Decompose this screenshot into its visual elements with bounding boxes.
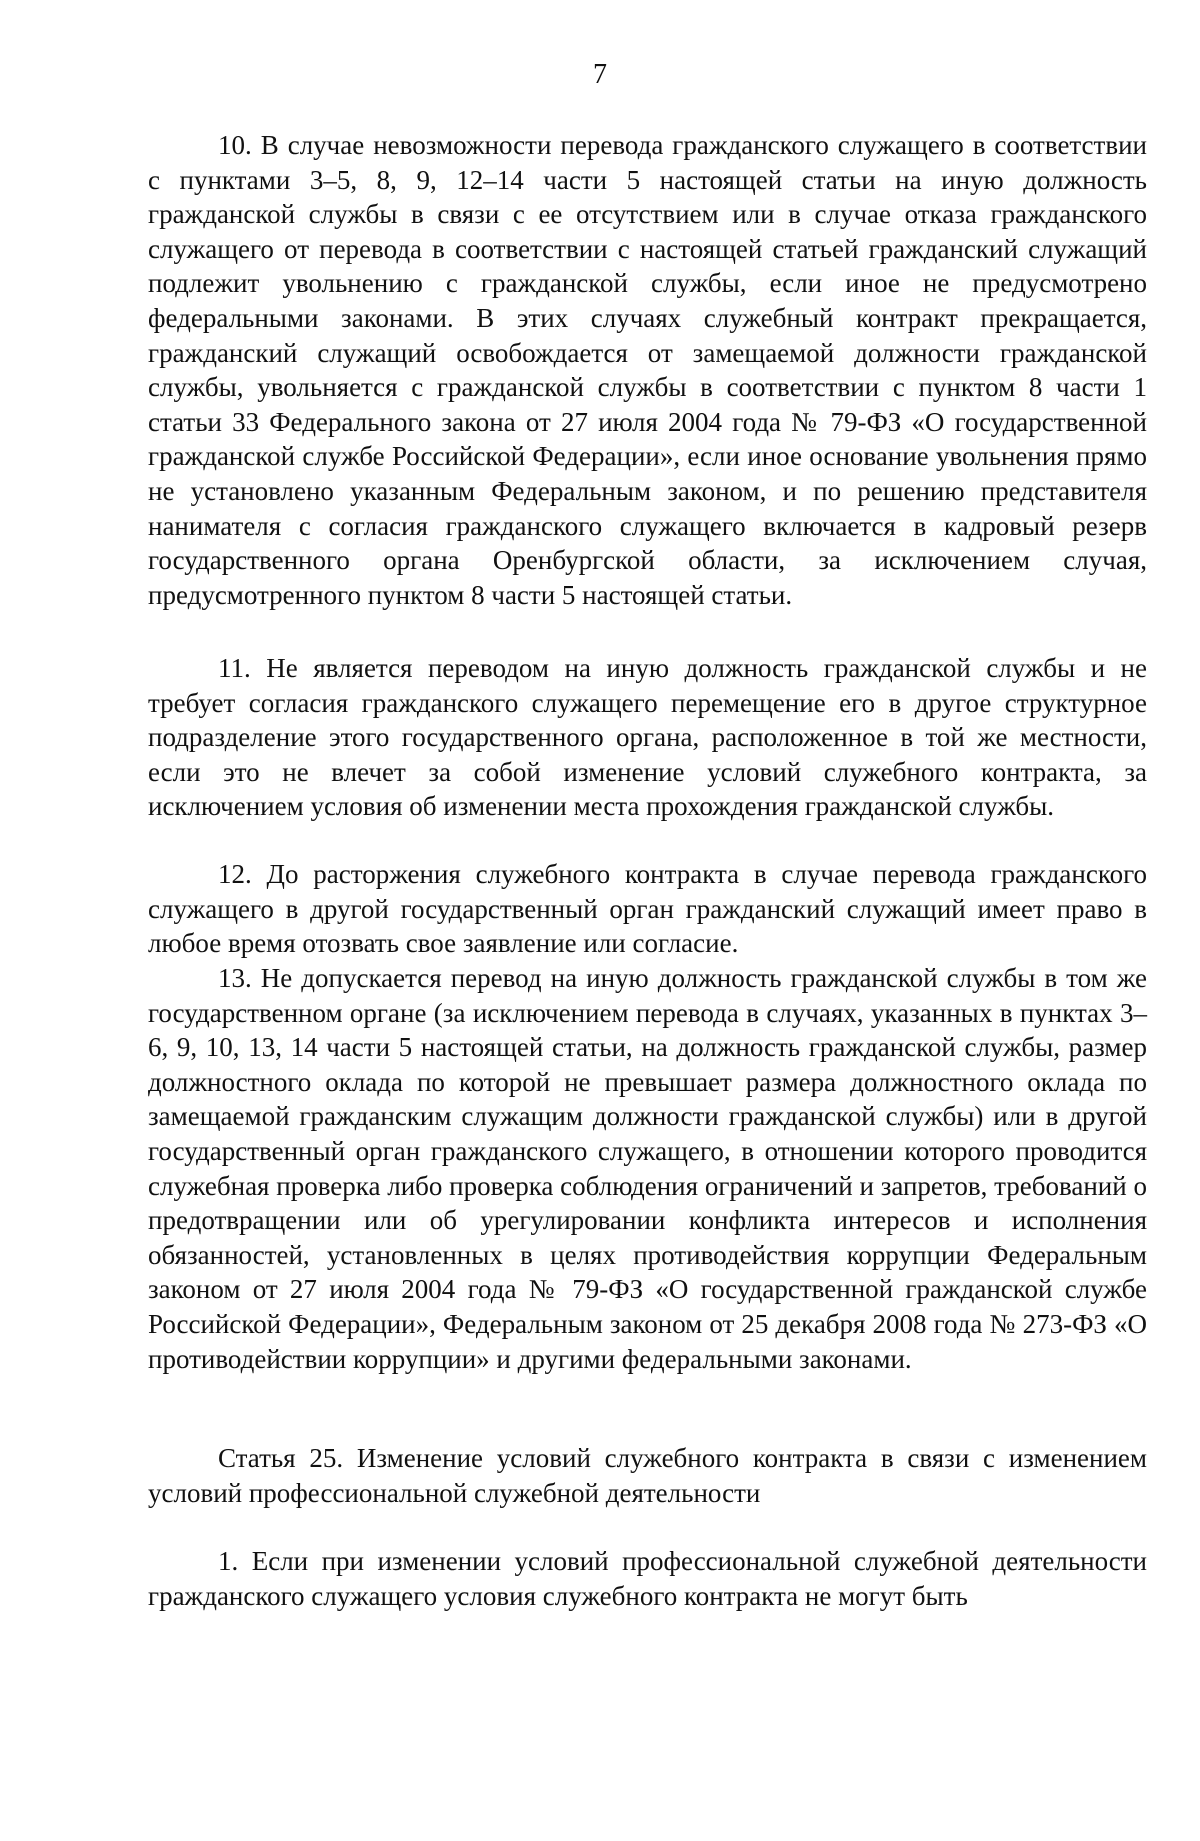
paragraph-text: 12. До расторжения служебного контракта в случае перевода гражданского служащего в другой государственный орган гражданский служащий имеет право в любое время отозвать свое заявление или согласие. (148, 859, 1147, 959)
article-heading-text: Статья 25. Изменение условий служебного контракта в связи с изменением условий профессиональной служебной деятельности (148, 1443, 1147, 1508)
paragraph-text: 13. Не допускается перевод на иную должность гражданской службы в том же государственном органе (за исключением перевода в случаях, указанных в пунктах 3–6, 9, 10, 13, 14 части 5 настоящей статьи, на должность гражданской службы, размер должностного оклада по которой не превышает размера должностного оклада по замещаемой гражданским служащим должности гражданской службы) или в другой государственный орган гражданского служащего, в отношении которого проводится служебная проверка либо проверка соблюдения ограничений и запретов, требований о предотвращении или об урегулировании конфликта интересов и исполнения обязанностей, установленных в целях противодействия коррупции Федеральным законом от 27 июля 2004 года № 79-ФЗ «О государственной гражданской службе Российской Федерации», Федеральным законом от 25 декабря 2008 года № 273-ФЗ «О противодействии коррупции» и другими федеральными законами. (148, 963, 1147, 1374)
article-paragraph-1 (148, 1544, 1147, 1613)
paragraph-12 (148, 857, 1147, 961)
paragraph-13 (148, 961, 1147, 1376)
paragraph-text: 11. Не является переводом на иную должность гражданской службы и не требует согласия гражданского служащего перемещение его в другое структурное подразделение этого государственного органа, расположенное в той же местности, если это не влечет за собой изменение условий служебного контракта, за исключением условия об изменении места прохождения гражданской службы. (148, 653, 1147, 822)
paragraph-10 (148, 128, 1147, 612)
page-number: 7 (593, 59, 607, 90)
paragraph-text: 1. Если при изменении условий профессиональной служебной деятельности гражданского служащего условия служебного контракта не могут быть (148, 1546, 1147, 1611)
paragraph-text: 10. В случае невозможности перевода гражданского служащего в соответствии с пунктами 3–5, 8, 9, 12–14 части 5 настоящей статьи на иную должность гражданской службы в связи с ее отсутствием или в случае отказа гражданского служащего от перевода в соответствии с настоящей статьей гражданский служащий подлежит увольнению с гражданской службы, если иное не предусмотрено федеральными законами. В этих случаях служебный контракт прекращается, гражданский служащий освобождается от замещаемой должности гражданской службы, увольняется с гражданской службы в соответствии с пунктом 8 части 1 статьи 33 Федерального закона от 27 июля 2004 года № 79-ФЗ «О государственной гражданской службе Российской Федерации», если иное основание увольнения прямо не установлено указанным Федеральным законом, и по решению представителя нанимателя с согласия гражданского служащего включается в кадровый резерв государственного органа Оренбургской области, за исключением случая, предусмотренного пунктом 8 части 5 настоящей статьи. (148, 130, 1147, 610)
article-heading (148, 1441, 1147, 1510)
paragraph-11 (148, 651, 1147, 824)
